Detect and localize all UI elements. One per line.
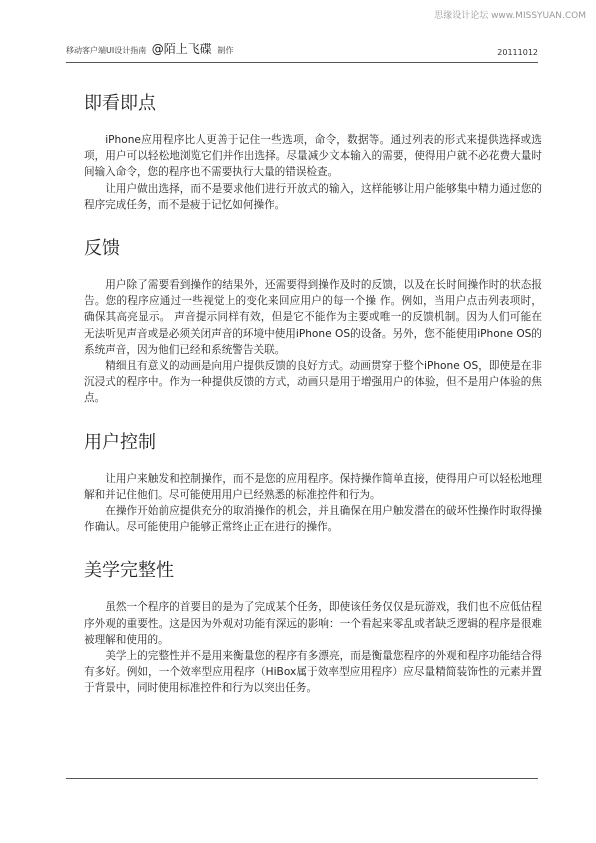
paragraph: 让用户做出选择，而不是要求他们进行开放式的输入，这样能够让用户能够集中精力通过您的程序完成任务，而不是疲于记忆如何操作。 [84, 182, 542, 211]
author-name: @陌上飞碟 [151, 42, 212, 56]
footer-divider [66, 778, 538, 779]
guide-title: 移动客户端UI设计指南 [66, 46, 147, 55]
paragraph: 美学上的完整性并不是用来衡量您的程序有多漂亮，而是衡量您程序的外观和程序功能结合得有多好。例如，一个效率型应用程序（HiBox属于效率型应用程序）应尽量精简装饰性的元素并置于背景中，同时使用标准控件和行为以突出任务。 [84, 650, 542, 695]
paragraph: 精细且有意义的动画是向用户提供反馈的良好方式。动画贯穿于整个iPhone OS，即使是在非沉浸式的程序中。作为一种提供反馈的方式，动画只是用于增强用户的体验，但不是用户体验的焦点。 [84, 360, 542, 405]
paragraph: 虽然一个程序的首要目的是为了完成某个任务，即使该任务仅仅是玩游戏，我们也不应低估程序外观的重要性。这是因为外观对功能有深远的影响：一个看起来零乱或者缺乏逻辑的程序是很难被理解和使用的。 [84, 601, 542, 646]
site-watermark: 思缘设计论坛 www.MISSYUAN.COM [434, 11, 586, 21]
section-title: 反馈 [84, 238, 120, 260]
header-date: 20111012 [497, 48, 538, 57]
section-title: 美学完整性 [84, 560, 174, 582]
section-title: 即看即点 [84, 93, 156, 114]
section-user-control [84, 431, 542, 536]
header-credit [66, 40, 233, 57]
paragraph: 用户除了需要看到操作的结果外，还需要得到操作及时的反馈，以及在长时间操作时的状态报告。您的程序应通过一些视觉上的变化来回应用户的每一个操 作。例如，当用户点击列表项时，确保其高亮显示。 声音提示同样有效，但是它不能作为主要或唯一的反馈机制。因为人们可能在无法听见声音或是必须关闭声音的环境中使用iPhone OS的设备。另外，您不能使用iPhone OS的系统声音，因为他们已经和系统警告关联。 [84, 279, 542, 356]
section-feedback [84, 237, 542, 407]
paragraph: iPhone应用程序比人更善于记住一些选项，命令，数据等。通过列表的形式来提供选择或选项，用户可以轻松地浏览它们并作出选择。尽量减少文本输入的需要，使得用户就不必花费大量时间输入命令，您的程序也不需要执行大量的错误检查。 [84, 134, 542, 179]
made-by-label: 制作 [217, 46, 234, 55]
section-aesthetic-integrity [84, 559, 542, 696]
paragraph: 让用户来触发和控制操作，而不是您的应用程序。保持操作简单直接，使得用户可以轻松地理解和并记住他们。尽可能使用用户已经熟悉的标准控件和行为。 [84, 472, 542, 501]
section-title: 用户控制 [84, 431, 156, 453]
paragraph: 在操作开始前应提供充分的取消操作的机会，并且确保在用户触发潜在的破坏性操作时取得操作确认。尽可能使用户能够正常终止正在进行的操作。 [84, 505, 542, 534]
document-body [84, 92, 542, 721]
section-glance-tap [84, 92, 542, 213]
page-header [66, 42, 538, 63]
